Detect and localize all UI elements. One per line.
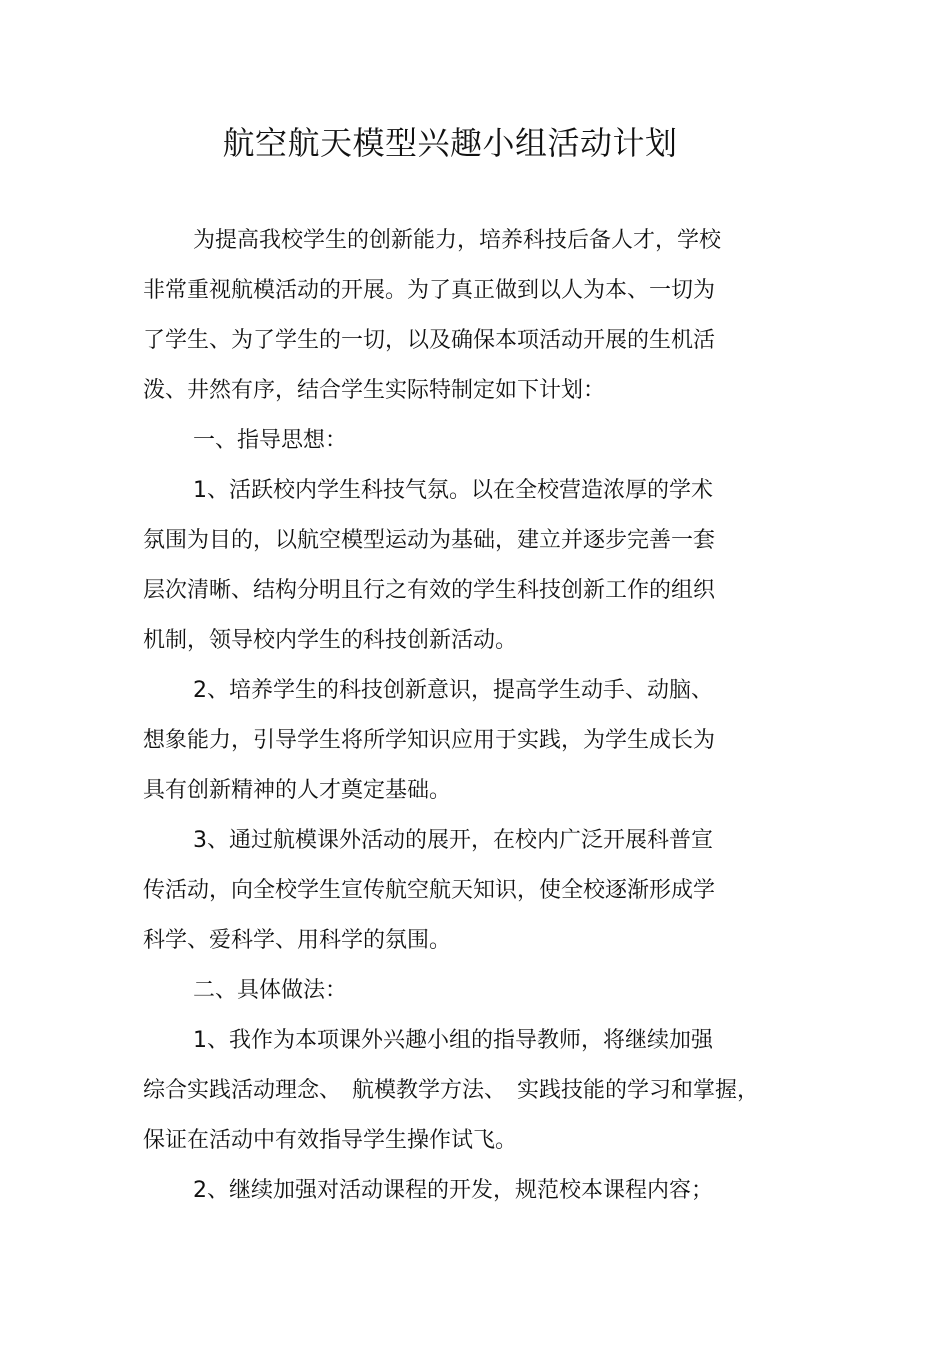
paragraph-line: 1、我作为本项课外兴趣小组的指导教师，将继续加强 bbox=[193, 1028, 713, 1053]
paragraph-line: 层次清晰、结构分明且行之有效的学生科技创新工作的组织 bbox=[143, 578, 716, 603]
paragraph-line: 2、培养学生的科技创新意识，提高学生动手、动脑、 bbox=[193, 678, 713, 703]
section-heading: 一、指导思想： bbox=[193, 428, 348, 453]
paragraph-line: 2、继续加强对活动课程的开发，规范校本课程内容； bbox=[193, 1178, 713, 1203]
paragraph-line: 保证在活动中有效指导学生操作试飞。 bbox=[143, 1128, 518, 1153]
paragraph-line: 1、活跃校内学生科技气氛。以在全校营造浓厚的学术 bbox=[193, 478, 713, 503]
paragraph-line: 3、通过航模课外活动的展开，在校内广泛开展科普宣 bbox=[193, 828, 713, 853]
paragraph-line: 氛围为目的，以航空模型运动为基础，建立并逐步完善一套 bbox=[143, 528, 716, 553]
paragraph-line: 为提高我校学生的创新能力，培养科技后备人才，学校 bbox=[193, 228, 722, 253]
paragraph-line: 想象能力，引导学生将所学知识应用于实践，为学生成长为 bbox=[143, 728, 716, 753]
paragraph-line: 泼、井然有序，结合学生实际特制定如下计划： bbox=[143, 378, 606, 403]
paragraph-line: 综合实践活动理念、 航模教学方法、 实践技能的学习和掌握， bbox=[143, 1078, 760, 1103]
paragraph-line: 科学、爱科学、用科学的氛围。 bbox=[143, 928, 452, 953]
paragraph-line: 非常重视航模活动的开展。为了真正做到以人为本、一切为 bbox=[143, 278, 716, 303]
paragraph-line: 机制，领导校内学生的科技创新活动。 bbox=[143, 628, 518, 653]
paragraph-line: 了学生、为了学生的一切，以及确保本项活动开展的生机活 bbox=[143, 328, 716, 353]
paragraph-line: 传活动，向全校学生宣传航空航天知识，使全校逐渐形成学 bbox=[143, 878, 716, 903]
document-title: 航空航天模型兴趣小组活动计划 bbox=[222, 124, 678, 162]
paragraph-line: 具有创新精神的人才奠定基础。 bbox=[143, 778, 452, 803]
section-heading: 二、具体做法： bbox=[193, 978, 348, 1003]
